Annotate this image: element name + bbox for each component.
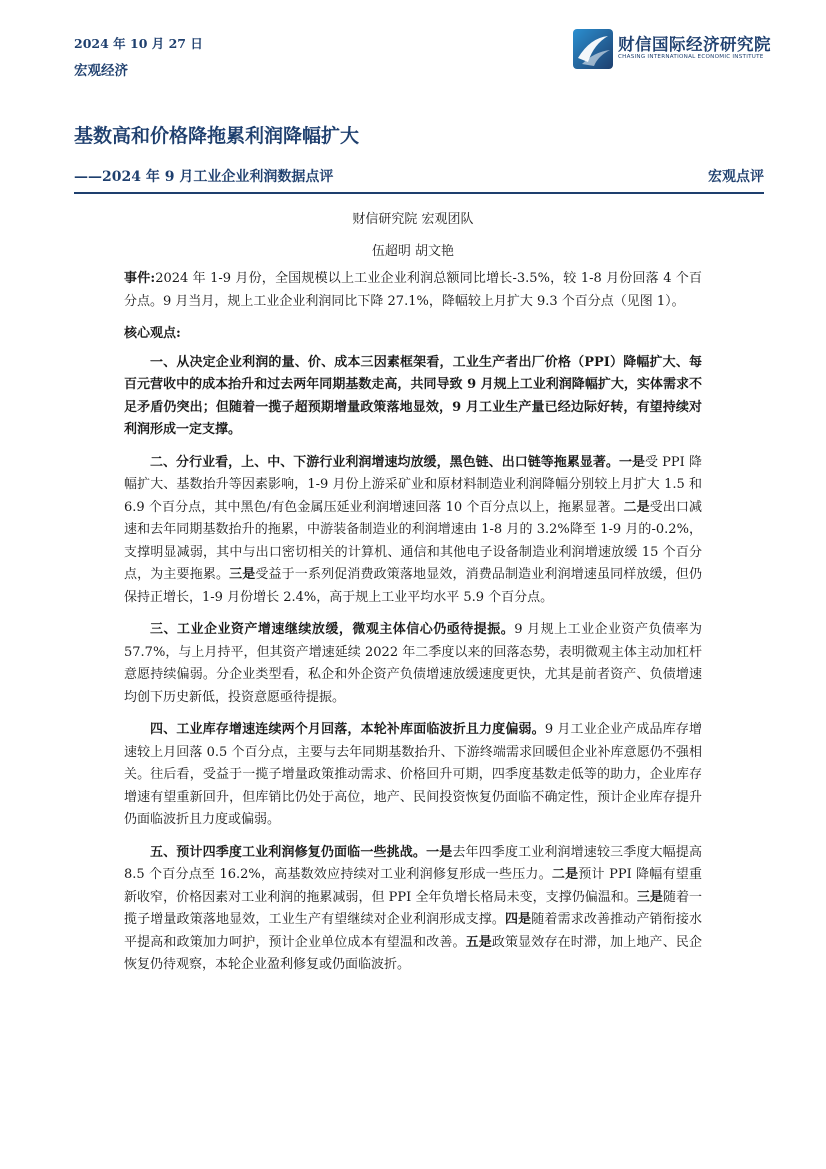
title-divider — [74, 192, 764, 194]
report-section: 宏观经济 — [74, 63, 128, 79]
report-title: 基数高和价格降拖累利润降幅扩大 — [74, 125, 360, 147]
event-text: 2024 年 1-9 月份，全国规模以上工业企业利润总额同比增长-3.5%，较 1-8 月份回落 4 个百分点。9 月当月，规上工业企业利润同比下降 27.1%，降幅较上月扩大 9.3 个百分点（见图 1）。 — [124, 271, 702, 309]
institute-logo — [572, 26, 782, 76]
event-label: 事件: — [124, 271, 156, 286]
report-subtitle: ——2024 年 9 月工业企业利润数据点评 — [74, 169, 334, 185]
report-date: 2024 年 10 月 27 日 — [74, 36, 203, 51]
report-body — [124, 268, 702, 977]
point-5: 五、预计四季度工业利润修复仍面临一些挑战。一是去年四季度工业利润增速较三季度大幅提高 8.5 个百分点至 16.2%，高基数效应持续对工业利润修复形成一些压力。二是预计 PPI 降幅有望重新收窄，价格因素对工业利润的拖累减弱，但 PPI 全年负增长格局未变，支撑仍偏温和。三是随着一揽子增量政策落地显效，工业生产有望继续对企业利润形成支撑。四是随着需求改善推动产销衔接水平提高和政策加力呵护，预计企业单位成本有望温和改善。五是政策显效存在时滞，加上地产、民企恢复仍待观察，本轮企业盈利修复或仍面临波折。 — [124, 844, 702, 972]
logo-name: 财信国际经济研究院 — [618, 35, 771, 54]
research-team: 财信研究院 宏观团队 — [352, 212, 474, 227]
event-paragraph — [124, 268, 702, 313]
core-views-heading: 核心观点: — [124, 326, 181, 341]
point-3: 三、工业企业资产增速继续放缓，微观主体信心仍亟待提振。9 月规上工业企业资产负债率为 57.7%，与上月持平，但其资产增速延续 2022 年二季度以来的回落态势，表明微观主体主动加杠杆意愿持续偏弱。分企业类型看，私企和外企资产负债增速放缓速度更快，尤其是前者资产、负债增速均创下历史新低，投资意愿亟待提振。 — [124, 622, 702, 705]
point-4: 四、工业库存增速连续两个月回落，本轮补库面临波折且力度偏弱。9 月工业企业产成品库存增速较上月回落 0.5 个百分点，主要与去年同期基数抬升、下游终端需求回暖但企业补库意愿仍不强相关。往后看，受益于一揽子增量政策推动需求、价格回升可期，四季度基数走低等的助力，企业库存增速有望重新回升，但库销比仍处于高位，地产、民间投资恢复仍面临不确定性，预计企业库存提升仍面临波折且力度或偏弱。 — [124, 722, 702, 827]
logo-mark-icon — [572, 28, 614, 70]
report-type-label: 宏观点评 — [708, 169, 764, 185]
logo-english-name: CHASING INTERNATIONAL ECONOMIC INSTITUTE — [618, 54, 764, 60]
point-1: 一、从决定企业利润的量、价、成本三因素框架看，工业生产者出厂价格（PPI）降幅扩大、每百元营收中的成本抬升和过去两年同期基数走高，共同导致 9 月规上工业利润降幅扩大，实体需求不足矛盾仍突出；但随着一揽子超预期增量政策落地显效，9 月工业生产量已经边际好转，有望持续对利润形成一定支撑。 — [124, 354, 702, 437]
authors: 伍超明 胡文艳 — [371, 244, 455, 259]
point-2: 二、分行业看，上、中、下游行业利润增速均放缓，黑色链、出口链等拖累显著。一是受 PPI 降幅扩大、基数抬升等因素影响，1-9 月份上游采矿业和原材料制造业利润降幅分别较上月扩大 1.5 和 6.9 个百分点，其中黑色/有色金属压延业利润增速回落 10 个百分点以上，拖累显著。二是受出口减速和去年同期基数抬升的拖累，中游装备制造业的利润增速由 1-8 月的 3.2%降至 1-9 月的-0.2%，支撑明显减弱，其中与出口密切相关的计算机、通信和其他电子设备制造业利润增速放缓 15 个百分点，为主要拖累。三是受益于一系列促消费政策落地显效，消费品制造业利润增速虽同样放缓，但仍保持正增长，1-9 月份增长 2.4%，高于规上工业平均水平 5.9 个百分点。 — [124, 454, 702, 605]
